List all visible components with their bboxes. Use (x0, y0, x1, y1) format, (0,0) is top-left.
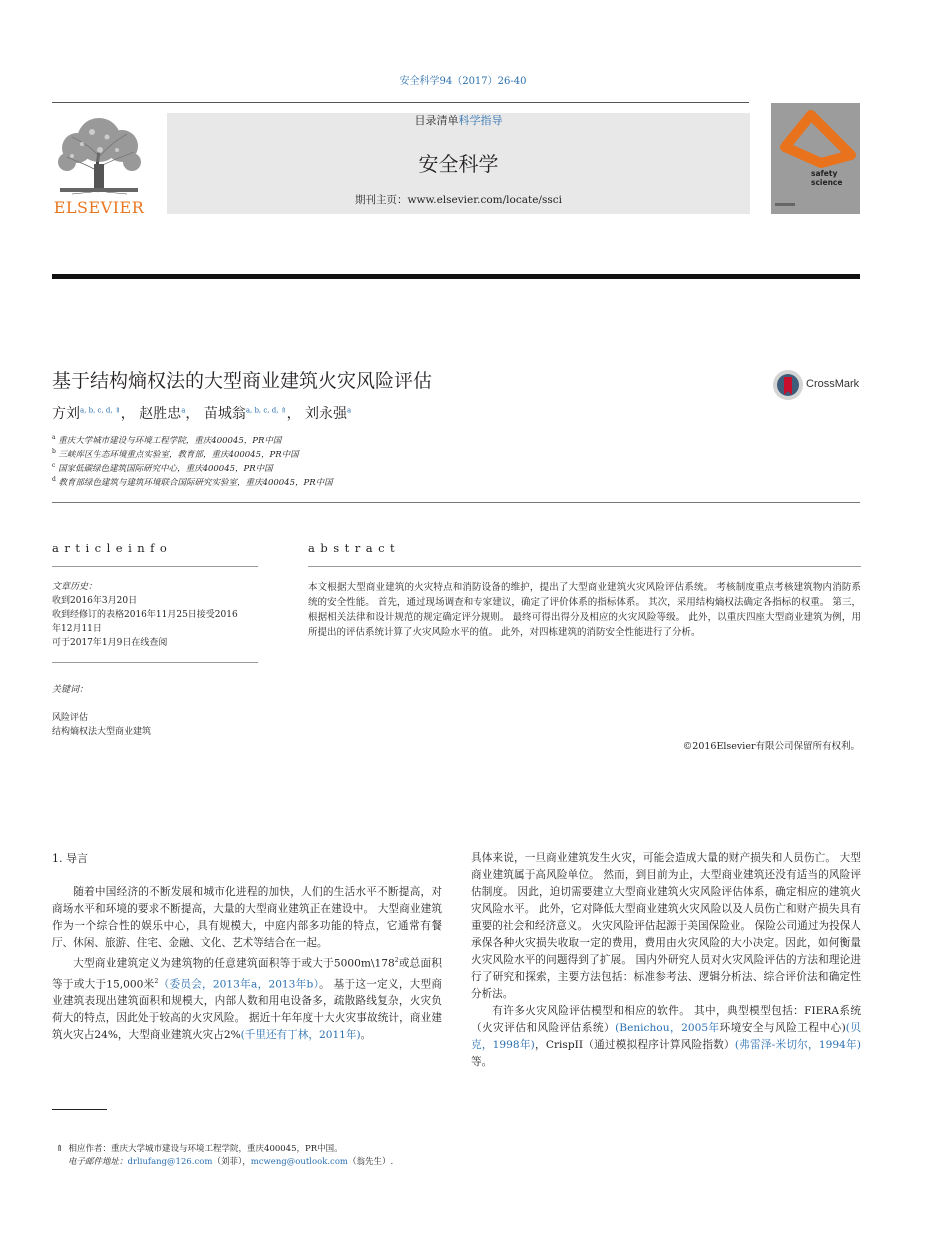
footnote-rule (52, 1109, 107, 1110)
body-right-column (471, 850, 861, 1071)
intro-paragraph-2: 大型商业建筑定义为建筑物的任意建筑面积等于或大于$5000m\backslash 178^2$或总面积等于或大于15,000米$^2$（委员会，2013年a，2013年b）。 基于这一定义，大型商业建筑表现出建筑面积和规模大，内部人数和用电设备多，疏散路线复杂，火灾负荷大的特点，因此处于较高的火灾风险。 据近十年年度十大火灾事故统计，商业建筑火灾占24%，大型商业建筑火灾占2%(千里还有丁林，2011年)。 (52, 957, 443, 1042)
author-4[interactable]: 刘永强$^a$ (305, 406, 352, 422)
history-online: 可于2017年1月9日在线查阅 (52, 638, 168, 648)
affiliation-rule (52, 502, 860, 503)
intro-paragraph-3: 具体来说，一旦商业建筑发生火灾，可能会造成大量的财产损失和人员伤亡。 大型商业建筑属于高风险单位。 然而，到目前为止，大型商业建筑还没有适当的风险评估制度。 因此，迫切需要建立大型商业建筑火灾风险评估体系，确定相应的建筑火灾风险水平。 此外，它对降低大型商业建筑火灾风险以及人员伤亡和财产损失具有重要的社会和经济意义。 火灾风险评估起源于美国保险业。 保险公司通过为投保人承保各种火灾损失收取一定的费用，费用由火灾风险的大小决定。因此，如何衡量火灾风险水平的问题得到了扩展。 国内外研究人员对火灾风险评估的方法和理论进行了研究和探索，主要方法包括：标准参考法、逻辑分析法、综合评价法和确定性分析法。 (471, 852, 861, 1000)
email-link-1[interactable]: drliufang@126.com (127, 1157, 213, 1167)
footnote (56, 1143, 436, 1169)
cover-title (811, 169, 842, 187)
keywords-block (52, 683, 262, 739)
footnote-corr: ⇑ 相应作者：重庆大学城市建设与环境工程学院，重庆400045，PR中国。 (56, 1144, 343, 1154)
sciencedirect-link[interactable]: 科学指导 (458, 114, 503, 127)
citation-fraser[interactable]: (弗雷泽-米切尔，1994年) (734, 1039, 861, 1051)
email-link-2[interactable]: mcweng@outlook.com (250, 1157, 348, 1167)
citation-qianli[interactable]: (千里还有丁林，2011年) (240, 1029, 361, 1042)
elsevier-logo[interactable] (52, 112, 146, 217)
cover-title-line1: safety (811, 169, 838, 178)
journal-reference[interactable]: 安全科学94（2017）26-40 (399, 76, 527, 87)
keyword-2: 结构熵权法大型商业建筑 (52, 727, 152, 737)
article-title: 基于结构熵权法的大型商业建筑火灾风险评估 (52, 370, 433, 392)
author-2[interactable]: 赵胜忠$^a$ (139, 406, 186, 422)
article-history (52, 580, 262, 650)
crossmark-badge[interactable] (772, 369, 862, 401)
header-rule (52, 102, 749, 103)
journal-homepage[interactable]: 期刊主页：www.elsevier.com/locate/ssci (355, 194, 562, 206)
keywords-label: 关键词： (52, 685, 89, 695)
affiliation-d: $^d$ 教育部绿色建筑与建筑环境联合国际研究实验室，重庆400045，PR中国 (52, 476, 333, 488)
intro-paragraph-1: 随着中国经济的不断发展和城市化进程的加快，人们的生活水平不断提高，对商场水平和环境的要求不断提高，大量的大型商业建筑正在建设中。 大型商业建筑作为一个综合性的娱乐中心，具有规模大，中庭内部多功能的特点，它通常有餐厅、休闲、旅游、住宅、金融、文化、艺术等结合在一起。 (52, 886, 442, 949)
article-info-rule (52, 566, 258, 567)
cover-triangle-icon (771, 103, 860, 214)
crossmark-icon (772, 369, 804, 401)
keyword-1: 风险评估 (52, 713, 89, 723)
section-heading-intro: 1. 导言 (52, 852, 88, 865)
history-received: 收到2016年3月20日 (52, 596, 138, 606)
abstract-text: 本文根据大型商业建筑的火灾特点和消防设备的维护，提出了大型商业建筑火灾风险评估系统。 考核制度重点考核建筑物内消防系统的安全性能。 首先，通过现场调查和专家建议，确定了评价体系的指标体系。 其次，采用结构熵权法确定各指标的权重。 第三，根据相关法律和设计规范的规定确定评分规则。 最终可得出得分及相应的火灾风险等级。 此外，以重庆四座大型商业建筑为例，用所提出的评估系统计算了火灾风险水平的值。 此外，对四栋建筑的消防安全性能进行了分析。 (308, 582, 861, 638)
affiliation-b: $^b$ 三峡库区生态环境重点实验室，教育部，重庆400045，PR中国 (52, 448, 299, 460)
history-revised: 收到经修订的表格2016年11月25日接受2016 (52, 610, 238, 620)
corresponding-mark: ⇑ (56, 1144, 64, 1154)
abstract-heading: abstract (308, 541, 401, 555)
author-1[interactable]: 方刘$^{a, b, c, d, ⇑}$ (52, 406, 121, 422)
history-accepted: 年12月11日 (52, 624, 102, 634)
footnote-emails: 电子邮件地址：drliufang@126.com（刘菲），mcweng@outlook.com（翁先生）. (68, 1157, 394, 1167)
journal-cover[interactable] (771, 103, 860, 214)
crossmark-label: CrossMark (806, 378, 860, 390)
author-list: 方刘$^{a, b, c, d, ⇑}$， 赵胜忠$^a$， 苗城翁$^{a, b, c, d, ⇑}$， 刘永强$^a$ (52, 406, 352, 422)
elsevier-wordmark: ELSEVIER (53, 198, 145, 217)
header-thick-rule (52, 274, 860, 279)
citation-benichou[interactable]: (Benichou，2005年 (615, 1022, 720, 1034)
history-rule (52, 662, 258, 663)
intro-paragraph-4: 有许多火灾风险评估模型和相应的软件。 其中，典型模型包括：FIERA系统（火灾评估和风险评估系统）(Benichou，2005年环境安全与风险工程中心)(贝克，1998年)，CrispII（通过模拟程序计算风险指数）(弗雷泽-米切尔，1994年)等。 (471, 1005, 861, 1068)
abstract-rule (308, 566, 861, 567)
author-3[interactable]: 苗城翁$^{a, b, c, d, ⇑}$ (203, 406, 287, 422)
cover-title-line2: science (811, 178, 843, 187)
body-left-column (52, 884, 442, 1044)
journal-name: 安全科学 (418, 152, 499, 176)
affiliation-c: $^c$ 国家低碳绿色建筑国际研究中心，重庆400045，PR中国 (52, 462, 273, 474)
article-info-heading: articleinfo (52, 541, 173, 555)
contents-line (167, 112, 750, 128)
history-label: 文章历史： (52, 582, 98, 592)
contents-prefix: 目录清单 (414, 114, 459, 127)
citation-committee[interactable]: （委员会，2013年a，2013年b） (158, 978, 320, 991)
citation-beck[interactable]: (贝克，1998年) (471, 1022, 861, 1051)
copyright: ©2016Elsevier有限公司保留所有权利。 (682, 741, 860, 752)
affiliation-a: $^a$ 重庆大学城市建设与环境工程学院，重庆400045，PR中国 (52, 434, 282, 446)
